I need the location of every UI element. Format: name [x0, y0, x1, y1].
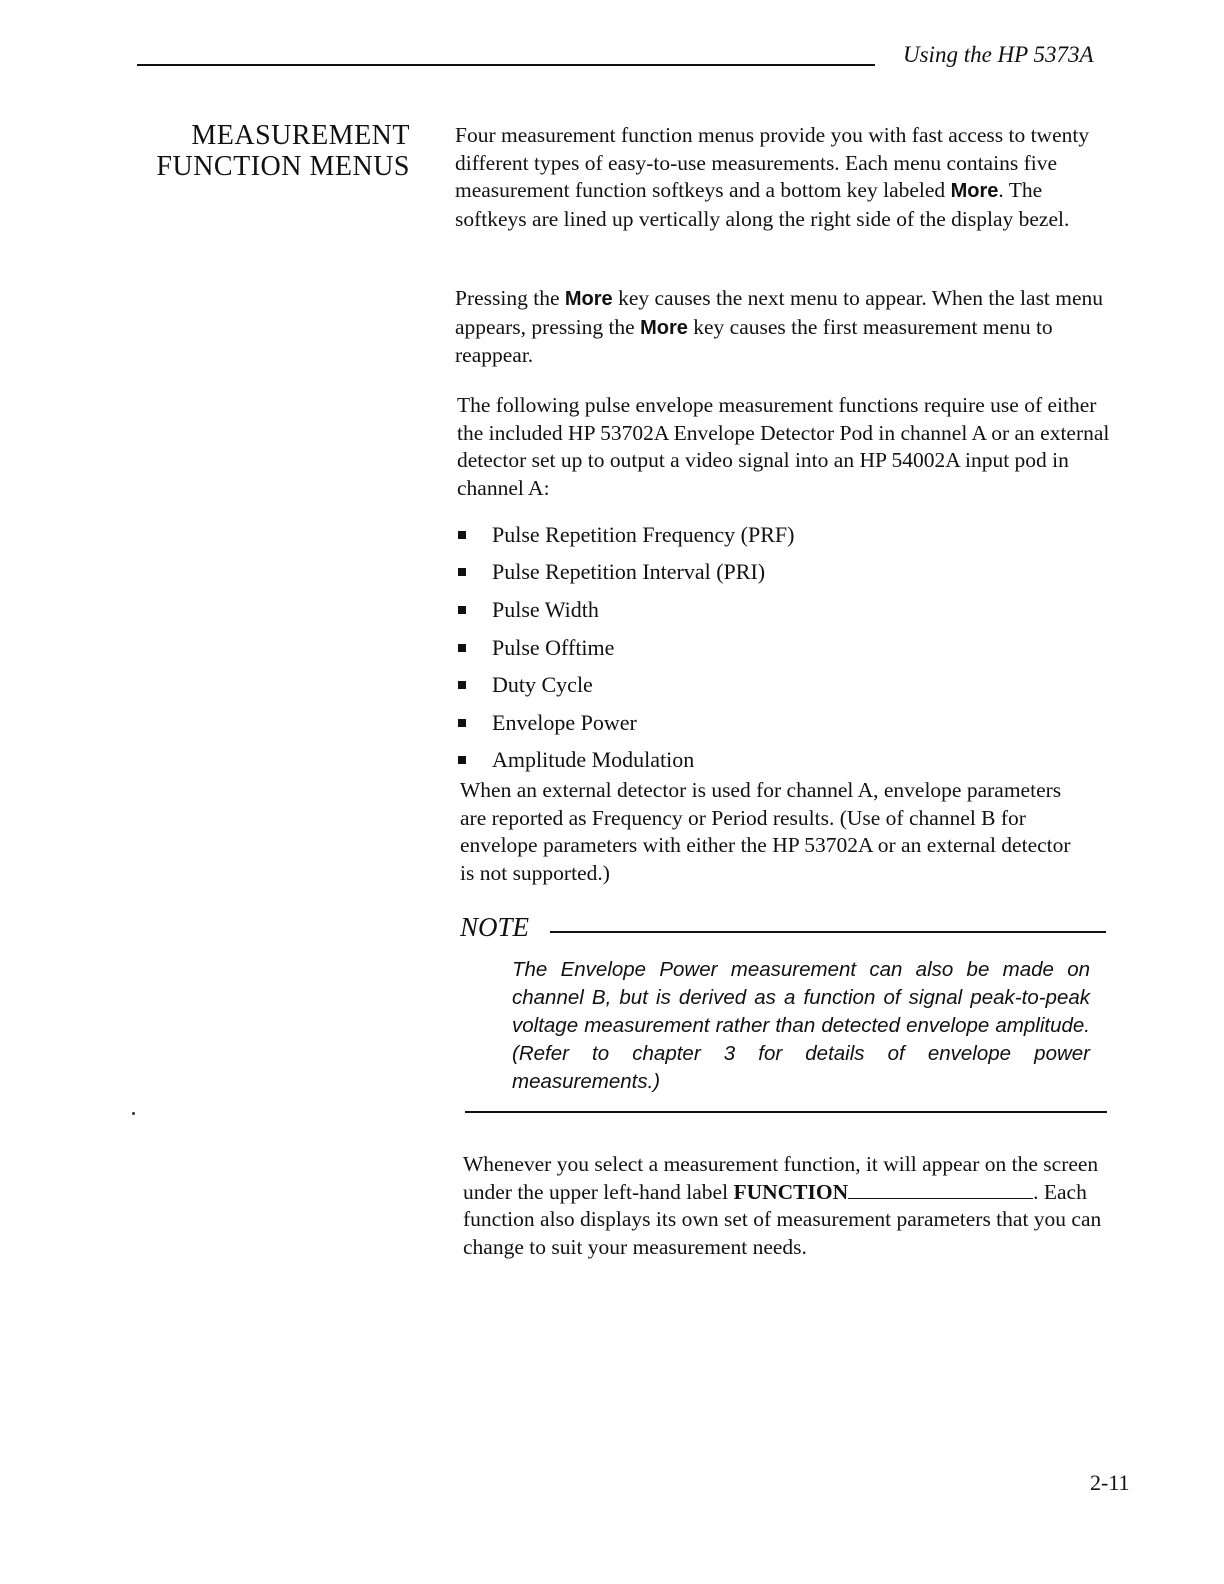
list-item — [458, 591, 794, 629]
list-item — [458, 666, 794, 704]
text: Pressing the — [455, 286, 565, 310]
more-key-label: More — [640, 316, 688, 339]
text: key causes the next menu to appear. When the last menu appears, pressing the — [455, 286, 1104, 339]
stray-dot — [132, 1112, 135, 1115]
bullet-icon — [458, 606, 466, 614]
bullet-icon — [458, 681, 466, 689]
section-heading — [100, 120, 410, 182]
list-item — [458, 704, 794, 742]
list-item — [458, 629, 794, 667]
list-item — [458, 516, 794, 554]
paragraph-function-label — [463, 1151, 1123, 1261]
text: Whenever you select a measurement function, it will appear on the screen under the upper left-hand label — [463, 1152, 1099, 1204]
function-label: FUNCTION — [733, 1179, 849, 1204]
more-key-label: More — [950, 180, 999, 202]
note-top-rule — [550, 931, 1106, 933]
text: Four measurement function menus provide you with fast access to twenty different types of easy-to-use measurements. Each menu contains five measurement function softkeys and a bottom key labeled — [455, 123, 1090, 202]
more-key-label: More — [564, 288, 613, 310]
paragraph-more-key — [455, 285, 1110, 370]
measurement-function-list — [458, 516, 794, 779]
list-item-label: Amplitude Modulation — [492, 747, 695, 773]
section-heading-line2: FUNCTION MENUS — [156, 151, 410, 182]
page-number: 2-11 — [1090, 1470, 1130, 1495]
bullet-icon — [458, 719, 466, 727]
header-rule — [137, 64, 875, 66]
list-item-label: Pulse Repetition Interval (PRI) — [492, 559, 766, 585]
list-item-label: Duty Cycle — [492, 672, 593, 698]
list-item-label: Pulse Width — [492, 596, 599, 622]
paragraph-external-detector: When an external detector is used for channel A, envelope parameters are reported as Frequency or Period results. (Use of channel B for envelope parameters with either the HP 53702A or an external detector is not supported.) — [460, 778, 1071, 885]
list-item-label: Pulse Repetition Frequency (PRF) — [492, 521, 795, 547]
note-title: NOTE — [460, 912, 530, 942]
list-item-label: Envelope Power — [492, 709, 637, 735]
running-title: Using the HP 5373A — [903, 42, 1094, 67]
paragraph-intro — [455, 122, 1115, 233]
list-item — [458, 554, 794, 592]
note-body: The Envelope Power measurement can also be made on channel B, but is derived as a function of signal peak-to-peak voltage measurement rather than detected envelope amplitude. (Refer to chapter 3 for details of envelope power measurements.) — [512, 958, 1090, 1093]
function-blank-line — [848, 1180, 1033, 1199]
note-bottom-rule — [465, 1111, 1107, 1113]
bullet-icon — [458, 756, 466, 764]
section-heading-line1: MEASUREMENT — [191, 120, 410, 151]
paragraph-pulse-envelope: The following pulse envelope measurement functions require use of either the included HP 53702A Envelope Detector Pod in channel A or an external detector set up to output a video signal into an HP 54002A input pod in channel A: — [457, 393, 1110, 500]
bullet-icon — [458, 531, 466, 539]
text: . Each function also displays its own set of measurement parameters that you can change to suit your measurement needs. — [463, 1179, 1102, 1259]
bullet-icon — [458, 568, 466, 576]
bullet-icon — [458, 644, 466, 652]
list-item — [458, 742, 794, 780]
text: key causes the first measurement menu to reappear. — [455, 314, 1053, 367]
text: . The softkeys are lined up vertically along the right side of the display bezel. — [455, 178, 1070, 231]
list-item-label: Pulse Offtime — [492, 634, 615, 660]
